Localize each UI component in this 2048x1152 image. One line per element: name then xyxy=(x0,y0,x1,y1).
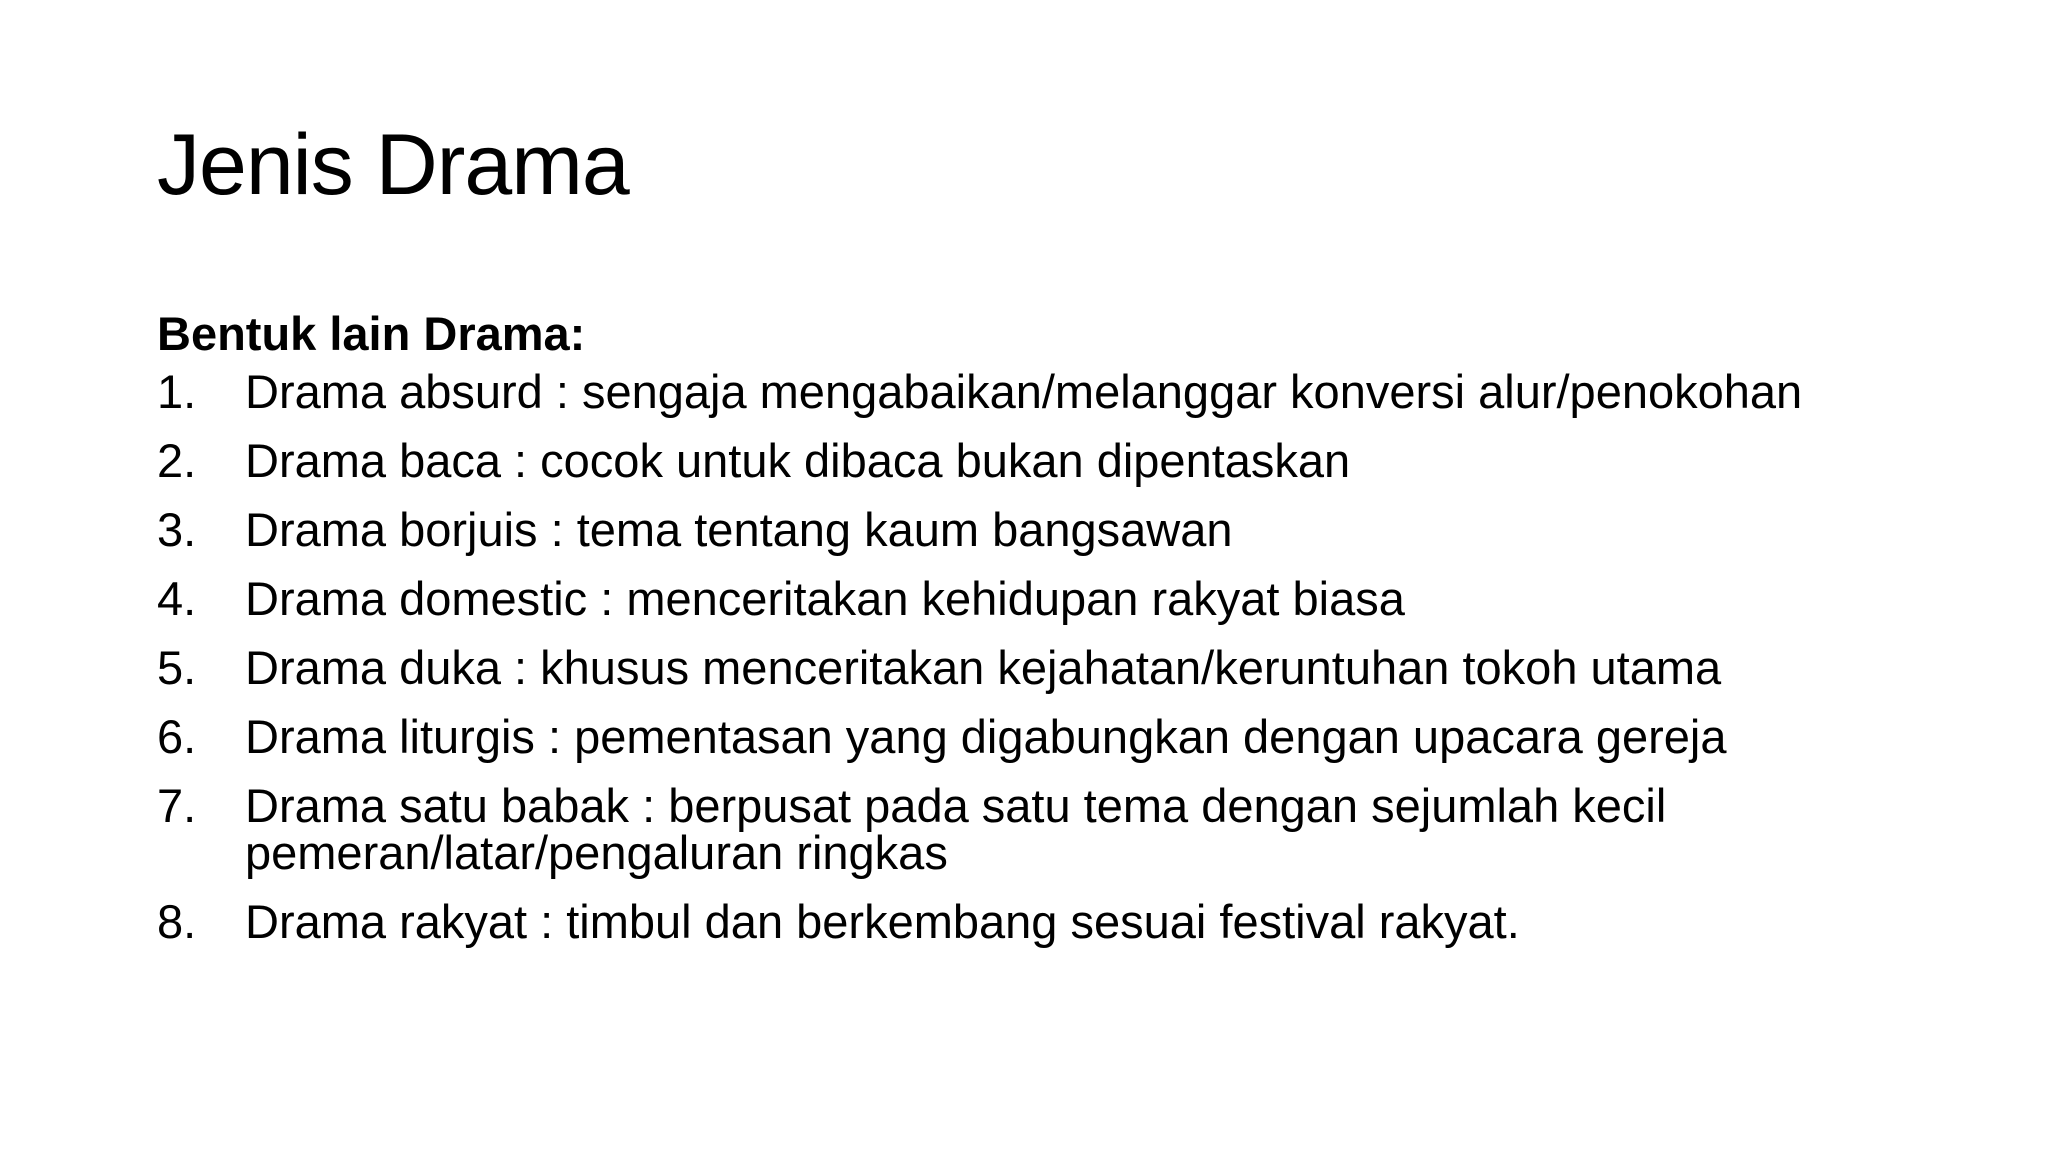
item-number: 3. xyxy=(157,503,197,556)
section-subtitle: Bentuk lain Drama: xyxy=(157,307,586,360)
item-text: Drama liturgis : pementasan yang digabungkan dengan upacara gereja xyxy=(245,710,1727,763)
item-number: 8. xyxy=(157,895,197,948)
item-text: Drama absurd : sengaja mengabaikan/melanggar konversi alur/penokohan xyxy=(245,365,1803,418)
item-number: 1. xyxy=(157,365,197,418)
item-number: 5. xyxy=(157,641,197,694)
item-text: Drama duka : khusus menceritakan kejahatan/keruntuhan tokoh utama xyxy=(245,641,1722,694)
list-item xyxy=(157,434,1937,487)
item-text: Drama baca : cocok untuk dibaca bukan dipentaskan xyxy=(245,434,1351,487)
item-number: 2. xyxy=(157,434,197,487)
item-number: 6. xyxy=(157,710,197,763)
slide-content xyxy=(157,306,1937,967)
item-text: Drama domestic : menceritakan kehidupan rakyat biasa xyxy=(245,572,1405,625)
list-item xyxy=(157,503,1937,556)
drama-types-list xyxy=(157,365,1937,948)
item-number: 4. xyxy=(157,572,197,625)
slide-title: Jenis Drama xyxy=(157,117,629,213)
item-text: Drama borjuis : tema tentang kaum bangsawan xyxy=(245,503,1233,556)
list-item xyxy=(157,895,1937,948)
list-item xyxy=(157,710,1937,763)
list-item xyxy=(157,365,1937,418)
list-item xyxy=(157,572,1937,625)
list-item xyxy=(157,641,1937,694)
item-number: 7. xyxy=(157,779,197,832)
item-text: Drama rakyat : timbul dan berkembang sesuai festival rakyat. xyxy=(245,895,1520,948)
list-item xyxy=(157,779,1937,879)
item-text: Drama satu babak : berpusat pada satu tema dengan sejumlah kecil pemeran/latar/pengaluran ringkas xyxy=(245,779,1667,879)
